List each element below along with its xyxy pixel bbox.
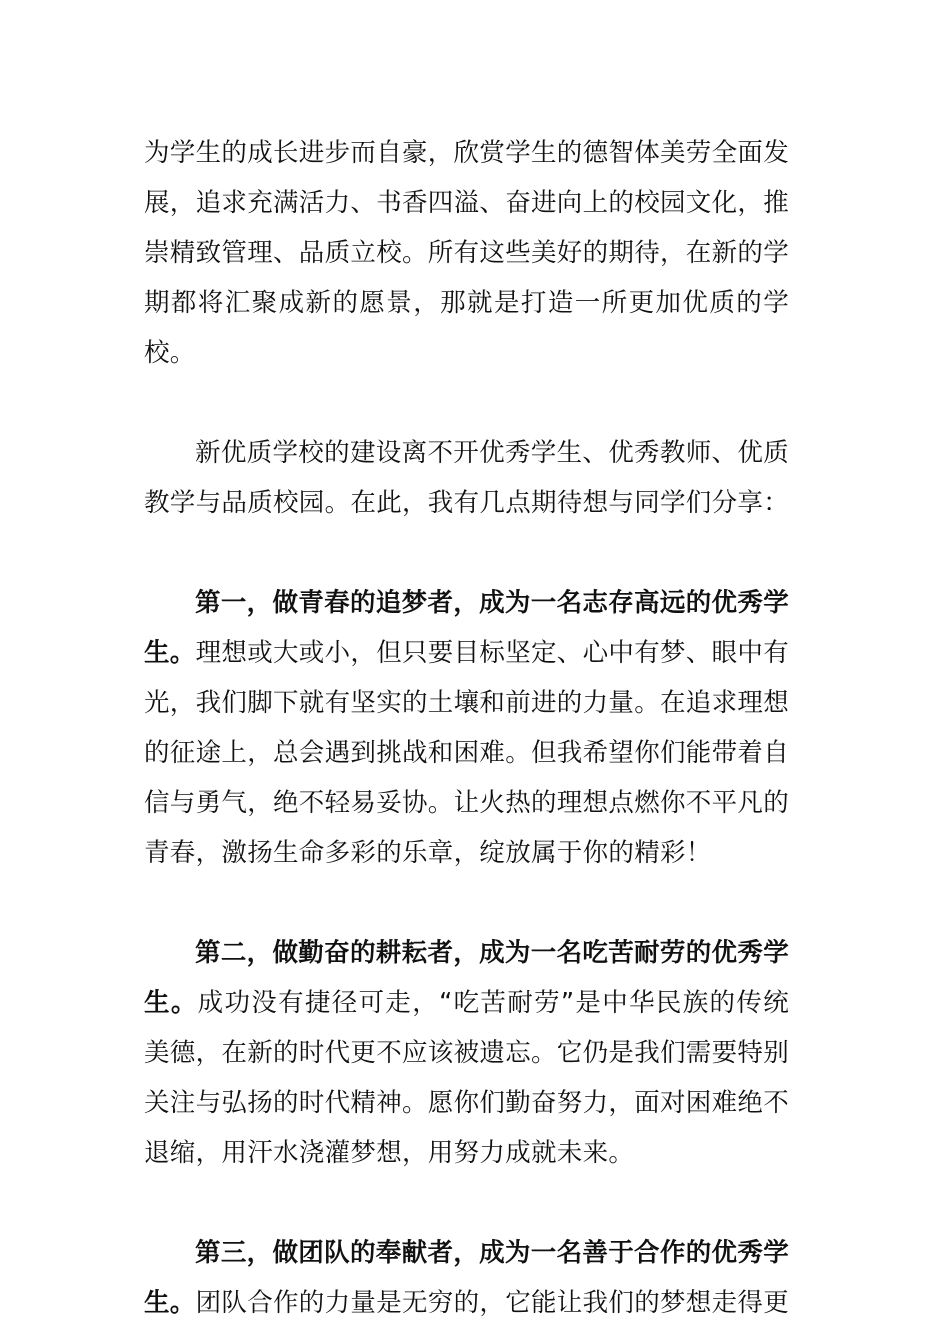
document-page xyxy=(144,128,789,1328)
paragraph-point-one xyxy=(144,578,789,878)
point-heading: 第三，做团队的奉献者，成为一名善于合作的优秀学生。 xyxy=(144,1238,789,1318)
paragraph-text: 理想或大或小，但只要目标坚定、心中有梦、眼中有光，我们脚下就有坚实的土壤和前进的力量。在追求理想的征途上，总会遇到挑战和困难。但我希望你们能带着自信与勇气，绝不轻易妥协。让火热的理想点燃你不平凡的青春，激扬生命多彩的乐章，绽放属于你的精彩！ xyxy=(144,638,790,868)
paragraph-point-three xyxy=(144,1228,789,1328)
point-heading: 第一，做青春的追梦者，成为一名志存高远的优秀学生。 xyxy=(144,588,789,668)
point-heading: 第二，做勤奋的耕耘者，成为一名吃苦耐劳的优秀学生。 xyxy=(144,938,789,1018)
paragraph-intro xyxy=(144,428,789,528)
paragraph-text: 团队合作的力量是无穷的，它能让我们的梦想走得更 xyxy=(195,1288,790,1318)
paragraph-continuation xyxy=(144,128,789,378)
paragraph-point-two xyxy=(144,928,789,1178)
paragraph-text: 新优质学校的建设离不开优秀学生、优秀教师、优质教学与品质校园。在此，我有几点期待想与同学们分享： xyxy=(144,438,790,518)
paragraph-text: 成功没有捷径可走，“吃苦耐劳”是中华民族的传统美德，在新的时代更不应该被遗忘。它仍是我们需要特别关注与弘扬的时代精神。愿你们勤奋努力，面对困难绝不退缩，用汗水浇灌梦想，用努力成就未来。 xyxy=(144,988,790,1168)
paragraph-text: 为学生的成长进步而自豪，欣赏学生的德智体美劳全面发展，追求充满活力、书香四溢、奋进向上的校园文化，推崇精致管理、品质立校。所有这些美好的期待，在新的学期都将汇聚成新的愿景，那就是打造一所更加优质的学校。 xyxy=(144,138,790,368)
